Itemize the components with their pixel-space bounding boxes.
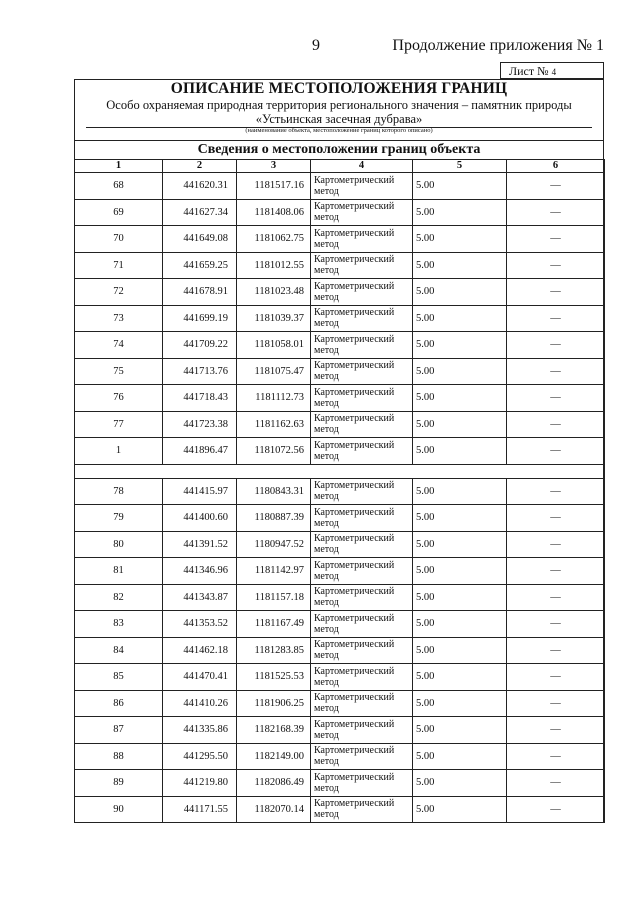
point-number-cell: 71 [75, 252, 163, 279]
y-coordinate-cell: 1181072.56 [237, 438, 311, 465]
table-row [75, 796, 605, 823]
column-header: 1 [75, 160, 163, 173]
accuracy-cell: 5.00 [413, 690, 507, 717]
y-coordinate-cell: 1181012.55 [237, 252, 311, 279]
table-row [75, 478, 605, 505]
contour-separator-row [75, 464, 605, 478]
point-number-cell: 74 [75, 332, 163, 359]
column-header: 3 [237, 160, 311, 173]
description-cell: — [507, 199, 605, 226]
method-cell: Картометрический метод [311, 252, 413, 279]
table-row [75, 226, 605, 253]
x-coordinate-cell: 441718.43 [163, 385, 237, 412]
x-coordinate-cell: 441335.86 [163, 717, 237, 744]
x-coordinate-cell: 441709.22 [163, 332, 237, 359]
table-row [75, 305, 605, 332]
x-coordinate-cell: 441470.41 [163, 664, 237, 691]
x-coordinate-cell: 441659.25 [163, 252, 237, 279]
x-coordinate-cell: 441649.08 [163, 226, 237, 253]
accuracy-cell: 5.00 [413, 558, 507, 585]
description-cell: — [507, 411, 605, 438]
separator-cell [75, 464, 605, 478]
point-number-cell: 89 [75, 770, 163, 797]
point-number-cell: 80 [75, 531, 163, 558]
description-cell: — [507, 584, 605, 611]
x-coordinate-cell: 441410.26 [163, 690, 237, 717]
description-cell: — [507, 637, 605, 664]
method-cell: Картометрический метод [311, 478, 413, 505]
method-cell: Картометрический метод [311, 438, 413, 465]
accuracy-cell: 5.00 [413, 584, 507, 611]
document-subtitle: Особо охраняемая природная территория регионального значения – памятник природы [106, 98, 572, 112]
method-cell: Картометрический метод [311, 332, 413, 359]
column-header: 2 [163, 160, 237, 173]
page-number: 9 [312, 37, 320, 54]
method-cell: Картометрический метод [311, 743, 413, 770]
y-coordinate-cell: 1181162.63 [237, 411, 311, 438]
point-number-cell: 84 [75, 637, 163, 664]
accuracy-cell: 5.00 [413, 770, 507, 797]
point-number-cell: 83 [75, 611, 163, 638]
x-coordinate-cell: 441219.80 [163, 770, 237, 797]
x-coordinate-cell: 441627.34 [163, 199, 237, 226]
accuracy-cell: 5.00 [413, 531, 507, 558]
sheet-number-box [500, 62, 604, 79]
y-coordinate-cell: 1181408.06 [237, 199, 311, 226]
object-name-caption: (наименование объекта, местоположение границ которого описано) [245, 127, 433, 134]
method-cell: Картометрический метод [311, 358, 413, 385]
method-cell: Картометрический метод [311, 279, 413, 306]
method-cell: Картометрический метод [311, 584, 413, 611]
table-row [75, 611, 605, 638]
x-coordinate-cell: 441713.76 [163, 358, 237, 385]
x-coordinate-cell: 441415.97 [163, 478, 237, 505]
description-cell: — [507, 438, 605, 465]
method-cell: Картометрический метод [311, 637, 413, 664]
point-number-cell: 81 [75, 558, 163, 585]
table-row [75, 637, 605, 664]
accuracy-cell: 5.00 [413, 305, 507, 332]
table-row [75, 173, 605, 200]
document-title: ОПИСАНИЕ МЕСТОПОЛОЖЕНИЯ ГРАНИЦ [170, 80, 508, 97]
accuracy-cell: 5.00 [413, 796, 507, 823]
accuracy-cell: 5.00 [413, 611, 507, 638]
description-cell: — [507, 173, 605, 200]
table-row [75, 411, 605, 438]
accuracy-cell: 5.00 [413, 279, 507, 306]
description-cell: — [507, 690, 605, 717]
sheet-number: 4 [551, 67, 557, 77]
accuracy-cell: 5.00 [413, 411, 507, 438]
y-coordinate-cell: 1181075.47 [237, 358, 311, 385]
table-row [75, 558, 605, 585]
table-row [75, 385, 605, 412]
description-cell: — [507, 358, 605, 385]
y-coordinate-cell: 1182149.00 [237, 743, 311, 770]
method-cell: Картометрический метод [311, 531, 413, 558]
table-row [75, 505, 605, 532]
y-coordinate-cell: 1181517.16 [237, 173, 311, 200]
column-header: 4 [311, 160, 413, 173]
description-cell: — [507, 279, 605, 306]
y-coordinate-cell: 1181142.97 [237, 558, 311, 585]
description-cell: — [507, 558, 605, 585]
y-coordinate-cell: 1181283.85 [237, 637, 311, 664]
accuracy-cell: 5.00 [413, 478, 507, 505]
accuracy-cell: 5.00 [413, 438, 507, 465]
point-number-cell: 75 [75, 358, 163, 385]
accuracy-cell: 5.00 [413, 385, 507, 412]
y-coordinate-cell: 1181167.49 [237, 611, 311, 638]
table-row [75, 279, 605, 306]
boundary-points-table [74, 159, 605, 823]
table-row [75, 199, 605, 226]
accuracy-cell: 5.00 [413, 358, 507, 385]
point-number-cell: 79 [75, 505, 163, 532]
accuracy-cell: 5.00 [413, 743, 507, 770]
point-number-cell: 77 [75, 411, 163, 438]
description-cell: — [507, 505, 605, 532]
point-number-cell: 72 [75, 279, 163, 306]
table-row [75, 252, 605, 279]
point-number-cell: 82 [75, 584, 163, 611]
column-header: 6 [507, 160, 605, 173]
method-cell: Картометрический метод [311, 664, 413, 691]
accuracy-cell: 5.00 [413, 173, 507, 200]
table-row [75, 332, 605, 359]
x-coordinate-cell: 441171.55 [163, 796, 237, 823]
sheet-label: Лист № [509, 64, 549, 78]
description-cell: — [507, 305, 605, 332]
method-cell: Картометрический метод [311, 199, 413, 226]
accuracy-cell: 5.00 [413, 226, 507, 253]
object-name: «Устьинская засечная дубрава» [255, 112, 423, 126]
accuracy-cell: 5.00 [413, 505, 507, 532]
description-cell: — [507, 770, 605, 797]
table-row [75, 664, 605, 691]
y-coordinate-cell: 1180947.52 [237, 531, 311, 558]
table-row [75, 770, 605, 797]
method-cell: Картометрический метод [311, 690, 413, 717]
description-cell: — [507, 664, 605, 691]
x-coordinate-cell: 441391.52 [163, 531, 237, 558]
point-number-cell: 88 [75, 743, 163, 770]
section-title: Сведения о местоположении границ объекта [197, 142, 481, 157]
description-cell: — [507, 252, 605, 279]
description-cell: — [507, 611, 605, 638]
accuracy-cell: 5.00 [413, 717, 507, 744]
method-cell: Картометрический метод [311, 305, 413, 332]
y-coordinate-cell: 1181525.53 [237, 664, 311, 691]
description-cell: — [507, 226, 605, 253]
x-coordinate-cell: 441343.87 [163, 584, 237, 611]
x-coordinate-cell: 441353.52 [163, 611, 237, 638]
method-cell: Картометрический метод [311, 226, 413, 253]
method-cell: Картометрический метод [311, 717, 413, 744]
point-number-cell: 73 [75, 305, 163, 332]
y-coordinate-cell: 1181112.73 [237, 385, 311, 412]
method-cell: Картометрический метод [311, 611, 413, 638]
y-coordinate-cell: 1181157.18 [237, 584, 311, 611]
x-coordinate-cell: 441723.38 [163, 411, 237, 438]
method-cell: Картометрический метод [311, 385, 413, 412]
point-number-cell: 69 [75, 199, 163, 226]
section-divider [74, 140, 604, 141]
x-coordinate-cell: 441678.91 [163, 279, 237, 306]
accuracy-cell: 5.00 [413, 637, 507, 664]
accuracy-cell: 5.00 [413, 252, 507, 279]
description-cell: — [507, 717, 605, 744]
table-row [75, 531, 605, 558]
description-cell: — [507, 796, 605, 823]
point-number-cell: 70 [75, 226, 163, 253]
accuracy-cell: 5.00 [413, 664, 507, 691]
method-cell: Картометрический метод [311, 796, 413, 823]
y-coordinate-cell: 1181023.48 [237, 279, 311, 306]
y-coordinate-cell: 1182086.49 [237, 770, 311, 797]
table-row [75, 690, 605, 717]
table-row [75, 358, 605, 385]
y-coordinate-cell: 1182070.14 [237, 796, 311, 823]
x-coordinate-cell: 441699.19 [163, 305, 237, 332]
description-cell: — [507, 531, 605, 558]
point-number-cell: 1 [75, 438, 163, 465]
accuracy-cell: 5.00 [413, 332, 507, 359]
y-coordinate-cell: 1181906.25 [237, 690, 311, 717]
table-row [75, 438, 605, 465]
y-coordinate-cell: 1180887.39 [237, 505, 311, 532]
x-coordinate-cell: 441896.47 [163, 438, 237, 465]
continuation-label: Продолжение приложения № 1 [392, 37, 604, 54]
y-coordinate-cell: 1182168.39 [237, 717, 311, 744]
description-cell: — [507, 478, 605, 505]
x-coordinate-cell: 441346.96 [163, 558, 237, 585]
x-coordinate-cell: 441620.31 [163, 173, 237, 200]
point-number-cell: 86 [75, 690, 163, 717]
description-cell: — [507, 385, 605, 412]
x-coordinate-cell: 441400.60 [163, 505, 237, 532]
table-row [75, 743, 605, 770]
method-cell: Картометрический метод [311, 558, 413, 585]
method-cell: Картометрический метод [311, 770, 413, 797]
y-coordinate-cell: 1180843.31 [237, 478, 311, 505]
method-cell: Картометрический метод [311, 505, 413, 532]
point-number-cell: 78 [75, 478, 163, 505]
point-number-cell: 85 [75, 664, 163, 691]
x-coordinate-cell: 441462.18 [163, 637, 237, 664]
point-number-cell: 76 [75, 385, 163, 412]
table-row [75, 717, 605, 744]
point-number-cell: 87 [75, 717, 163, 744]
x-coordinate-cell: 441295.50 [163, 743, 237, 770]
y-coordinate-cell: 1181062.75 [237, 226, 311, 253]
accuracy-cell: 5.00 [413, 199, 507, 226]
column-header: 5 [413, 160, 507, 173]
y-coordinate-cell: 1181058.01 [237, 332, 311, 359]
column-number-row [75, 160, 605, 173]
point-number-cell: 68 [75, 173, 163, 200]
description-cell: — [507, 332, 605, 359]
table-row [75, 584, 605, 611]
description-cell: — [507, 743, 605, 770]
method-cell: Картометрический метод [311, 411, 413, 438]
method-cell: Картометрический метод [311, 173, 413, 200]
point-number-cell: 90 [75, 796, 163, 823]
y-coordinate-cell: 1181039.37 [237, 305, 311, 332]
